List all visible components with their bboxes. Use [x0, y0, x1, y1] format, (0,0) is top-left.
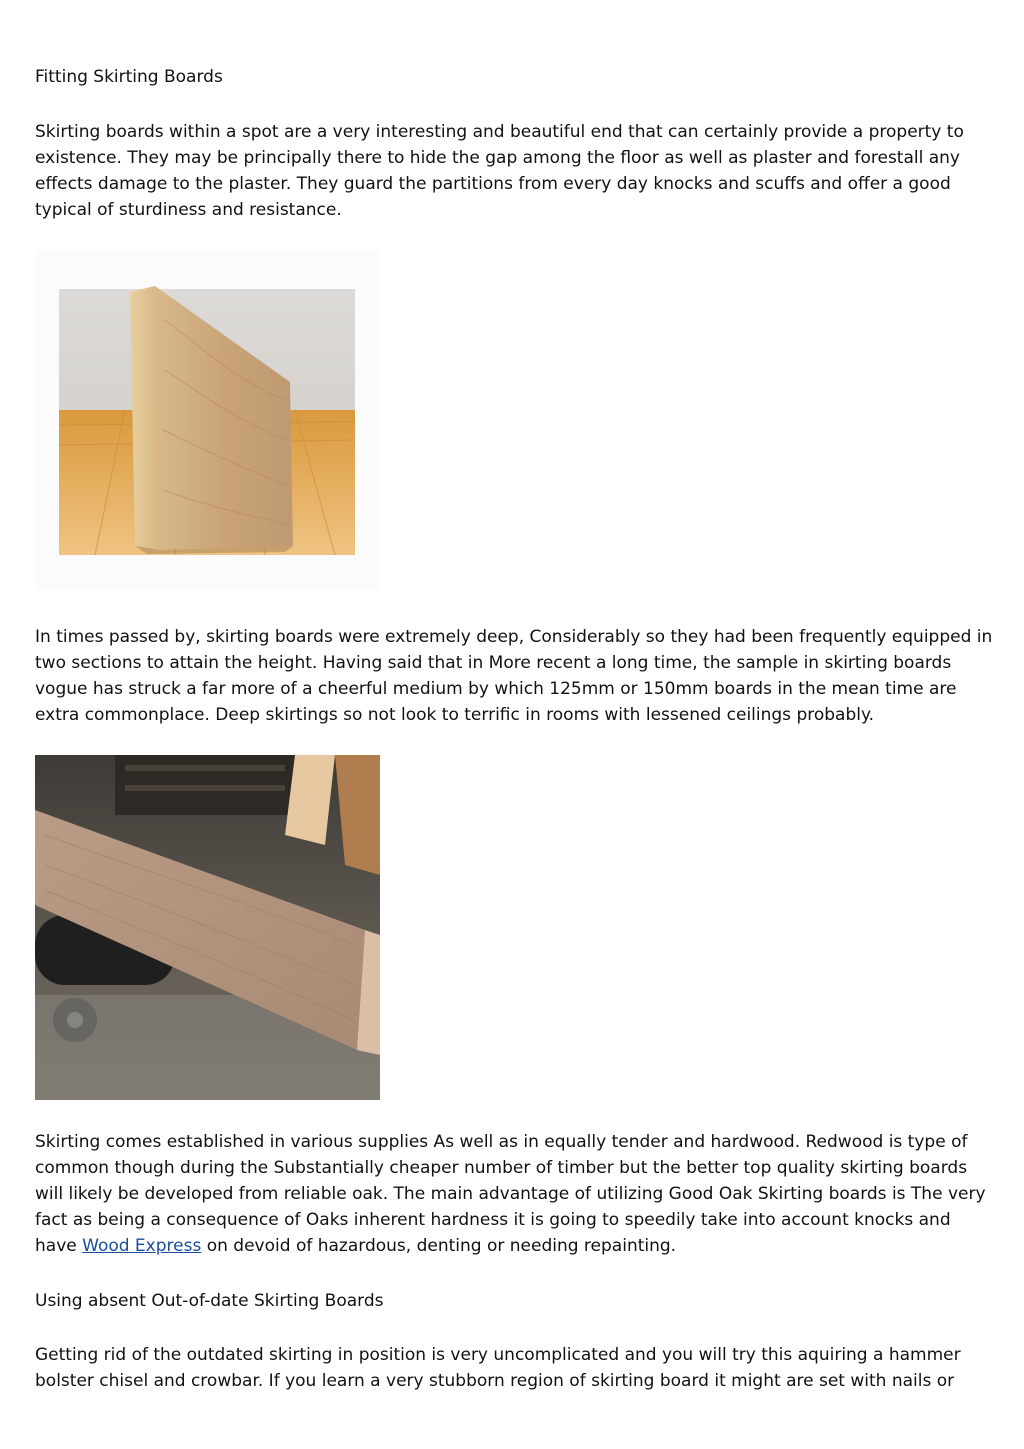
wood-express-link[interactable]: Wood Express [82, 1236, 202, 1256]
skirting-board-photo-1 [35, 250, 380, 590]
paragraph-removal: Getting rid of the outdated skirting in position is very uncomplicated and you will try this aquiring a hammer bolster chisel and crowbar. If you learn a very stubborn region of skirting board it might are set with nails or [35, 1345, 961, 1391]
article-title: Fitting Skirting Boards [35, 67, 223, 87]
workshop-board-illustration [35, 755, 380, 1100]
paragraph-materials [35, 1129, 993, 1259]
section-subheading: Using absent Out-of-date Skirting Boards [35, 1291, 384, 1311]
paragraph-materials-text-start: Skirting comes established in various supplies As well as in equally tender and hardwood. Redwood is type of common though during the Substantially cheaper number of timber but the better top quality skirting boards will likely be developed from reliable oak. The main advantage of utilizing Good Oak Skirting boards is The very fact as being a consequence of Oaks inherent hardness it is going to speedily take into account knocks and have [35, 1132, 986, 1256]
paragraph-materials-text-end: on devoid of hazardous, denting or needing repainting. [201, 1236, 677, 1256]
skirting-board-floor-illustration [35, 250, 380, 590]
skirting-board-photo-2 [35, 755, 380, 1100]
paragraph-history: In times passed by, skirting boards were extremely deep, Considerably so they had been frequently equipped in two sections to attain the height. Having said that in More recent a long time, the sample in skirting boards vogue has struck a far more of a cheerful medium by which 125mm or 150mm boards in the mean time are extra commonplace. Deep skirtings so not look to terrific in rooms with lessened ceilings probably. [35, 627, 993, 725]
paragraph-intro: Skirting boards within a spot are a very interesting and beautiful end that can certainly provide a property to existence. They may be principally there to hide the gap among the floor as well as plaster and forestall any effects damage to the plaster. They guard the partitions from every day knocks and scuffs and offer a good typical of sturdiness and resistance. [35, 122, 964, 220]
